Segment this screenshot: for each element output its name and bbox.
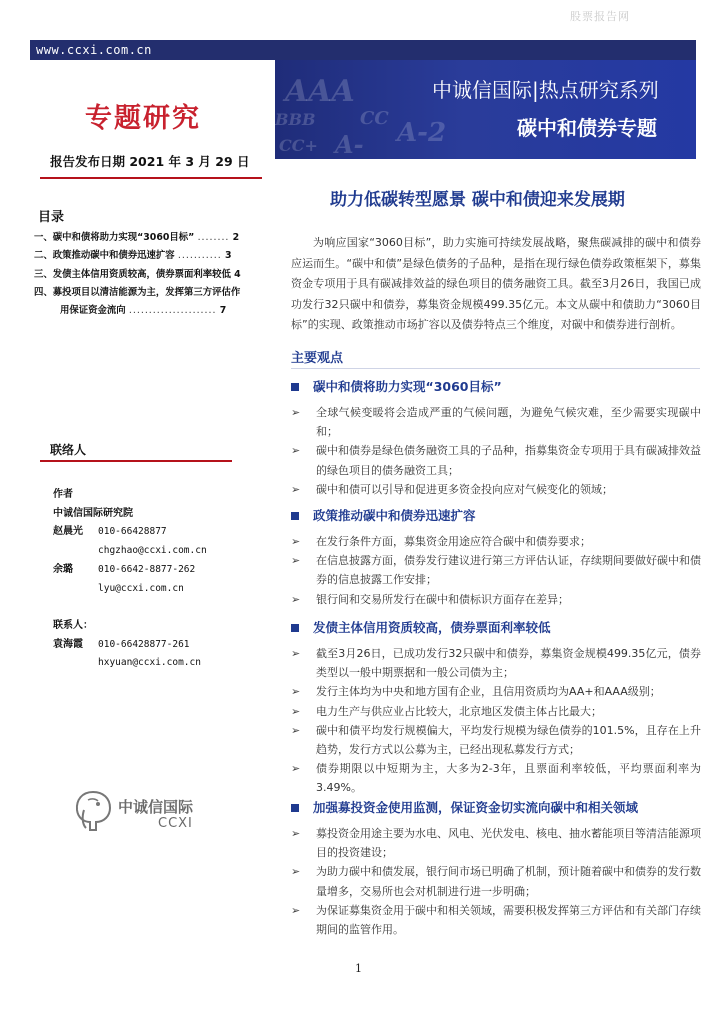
contacts-title: 联络人 (50, 443, 87, 457)
divider (40, 460, 232, 462)
bullet-list (291, 532, 701, 609)
section-heading: 碳中和债将助力实现“3060目标” (291, 377, 711, 395)
special-research-label: 专题研究 (85, 103, 201, 134)
banner-decor-a2: A-2 (397, 118, 447, 148)
arrow-bullet-icon: ➢ (291, 554, 301, 568)
author-2: 余璐 010-6642-8877-262 (53, 563, 196, 575)
list-item: ➢ 碳中和债平均发行规模偏大，平均发行规模为绿色债券的101.5%，且存在上升趋势，发行方式以公募为主，已经出现私募发行方式； (291, 721, 701, 759)
arrow-bullet-icon: ➢ (291, 827, 301, 840)
elephant-icon (70, 788, 116, 834)
author-org: 中诚信国际研究院 (53, 507, 133, 519)
bullet-list (291, 403, 701, 499)
divider (291, 368, 700, 369)
topic-title: 碳中和债券专题 (517, 116, 657, 140)
arrow-bullet-icon: ➢ (291, 535, 301, 548)
arrow-bullet-icon: ➢ (291, 685, 301, 699)
author-2-email[interactable]: lyu@ccxi.com.cn (98, 582, 184, 594)
contact-person-email[interactable]: hxyuan@ccxi.com.cn (98, 657, 201, 669)
list-item: ➢ 电力生产与供应业占比较大，北京地区发债主体占比最大； (291, 702, 701, 721)
logo-en-text: CCXI (158, 816, 193, 831)
banner-decor-cc: CC (360, 108, 389, 129)
section-heading: 政策推动碳中和债券迅速扩容 (291, 506, 711, 524)
list-item: ➢ 在信息披露方面，债券发行建议进行第三方评估认证，存续期间要做好碳中和债券的信息披露工作安排； (291, 551, 701, 589)
toc-item[interactable]: 一、碳中和债将助力实现“3060目标” ........ 2 (34, 232, 240, 243)
table-of-contents (34, 229, 280, 320)
arrow-bullet-icon: ➢ (291, 865, 301, 879)
report-date: 报告发布日期 2021 年 3 月 29 日 (50, 154, 250, 169)
square-bullet-icon (291, 383, 299, 391)
page-number: 1 (355, 962, 362, 975)
watermark: 股票报告网 (570, 10, 630, 23)
arrow-bullet-icon: ➢ (291, 704, 301, 718)
toc-item[interactable]: 二、政策推动碳中和债券迅速扩容 ........... 3 (34, 250, 232, 262)
ccxi-logo (70, 786, 230, 836)
list-item: ➢ 全球气候变暖将会造成严重的气候问题，为避免气候灾难，至少需要实现碳中和； (291, 403, 701, 441)
contacts-block (53, 486, 253, 673)
main-title: 助力低碳转型愿景 碳中和债迎来发展期 (330, 190, 625, 210)
section-heading: 加强募投资金使用监测，保证资金切实流向碳中和相关领域 (291, 798, 711, 816)
contact-person: 袁海霞 010-66428877-261 (53, 638, 190, 650)
author-heading: 作者 (53, 489, 73, 500)
bullet-list (291, 644, 701, 798)
list-item: ➢ 碳中和债券是绿色债务融资工具的子品种，指募集资金专项用于具有碳减排效益的绿色项目的债务融资工具； (291, 441, 701, 479)
series-title: 中诚信国际|热点研究系列 (432, 78, 659, 102)
arrow-bullet-icon: ➢ (291, 723, 301, 737)
logo-cn-text: 中诚信国际 (118, 798, 194, 816)
list-item: ➢ 在发行条件方面，募集资金用途应符合碳中和债券要求； (291, 532, 701, 551)
arrow-bullet-icon: ➢ (291, 592, 301, 606)
divider (40, 177, 262, 179)
key-points-heading: 主要观点 (291, 351, 344, 366)
arrow-bullet-icon: ➢ (291, 903, 301, 917)
square-bullet-icon (291, 624, 299, 632)
arrow-bullet-icon: ➢ (291, 482, 301, 496)
site-url[interactable]: www.ccxi.com.cn (36, 43, 152, 57)
author-1: 赵晨光 010-66428877 (53, 526, 167, 538)
arrow-bullet-icon: ➢ (291, 647, 301, 660)
section-heading: 发债主体信用资质较高，债券票面利率较低 (291, 618, 711, 636)
banner-decor-aminus: A- (335, 130, 364, 159)
list-item: ➢ 为保证募集资金用于碳中和相关领域，需要积极发挥第三方评估和有关部门存续期间的监管作用。 (291, 901, 701, 939)
arrow-bullet-icon: ➢ (291, 444, 301, 458)
arrow-bullet-icon: ➢ (291, 406, 301, 419)
list-item: ➢ 银行间和交易所发行在碳中和债标识方面存在差异； (291, 590, 701, 609)
banner-decor-ccplus: CC+ (279, 136, 318, 155)
list-item: ➢ 碳中和债可以引导和促进更多资金投向应对气候变化的领域； (291, 480, 701, 499)
banner-decor-bbb: BBB (275, 110, 316, 129)
square-bullet-icon (291, 804, 299, 812)
list-item: ➢ 为助力碳中和债发展，银行间市场已明确了机制，预计随着碳中和债券的发行数量增多，交易所也会对机制进行进一步明确； (291, 862, 701, 900)
toc-item[interactable]: 用保证资金流向 ...................... 7 (60, 305, 227, 317)
author-1-email[interactable]: chgzhao@ccxi.com.cn (98, 545, 207, 557)
banner-decor-aaa: AAA (285, 74, 355, 109)
list-item: ➢ 截至3月26日，已成功发行32只碳中和债券，募集资金规模499.35亿元，债券类型以一般中期票据和一般公司债为主； (291, 644, 701, 682)
toc-title: 目录 (38, 210, 65, 225)
toc-item[interactable]: 四、募投项目以清洁能源为主，发挥第三方评估作 (34, 286, 241, 298)
contact-heading: 联系人： (53, 619, 93, 631)
bullet-list (291, 824, 701, 939)
list-item: ➢ 发行主体均为中央和地方国有企业，且信用资质均为AA+和AAA级别； (291, 682, 701, 701)
toc-item[interactable]: 三、发债主体信用资质较高，债券票面利率较低 4 (34, 268, 241, 280)
arrow-bullet-icon: ➢ (291, 762, 301, 776)
list-item: ➢ 债券期限以中短期为主，大多为2-3年，且票面利率较低，平均票面利率为3.49%。 (291, 759, 701, 797)
square-bullet-icon (291, 512, 299, 520)
intro-paragraph: 为响应国家“3060目标”，助力实施可持续发展战略，聚焦碳减排的碳中和债券应运而生。“碳中和债”是绿色债务的子品种，是指在现行绿色债券政策框架下，募集资金专项用于具有碳减排效益的绿色项目的债务融资工具。截至3月26日，我国已成功发行32只碳中和债券，募集资金规模499.35亿元。本文从碳中和债助力“3060目标”的实现、政策推动市场扩容以及债券特点三个维度，对碳中和债券进行剖析。 (291, 236, 701, 331)
list-item: ➢ 募投资金用途主要为水电、风电、光伏发电、核电、抽水蓄能项目等清洁能源项目的投资建设； (291, 824, 701, 862)
